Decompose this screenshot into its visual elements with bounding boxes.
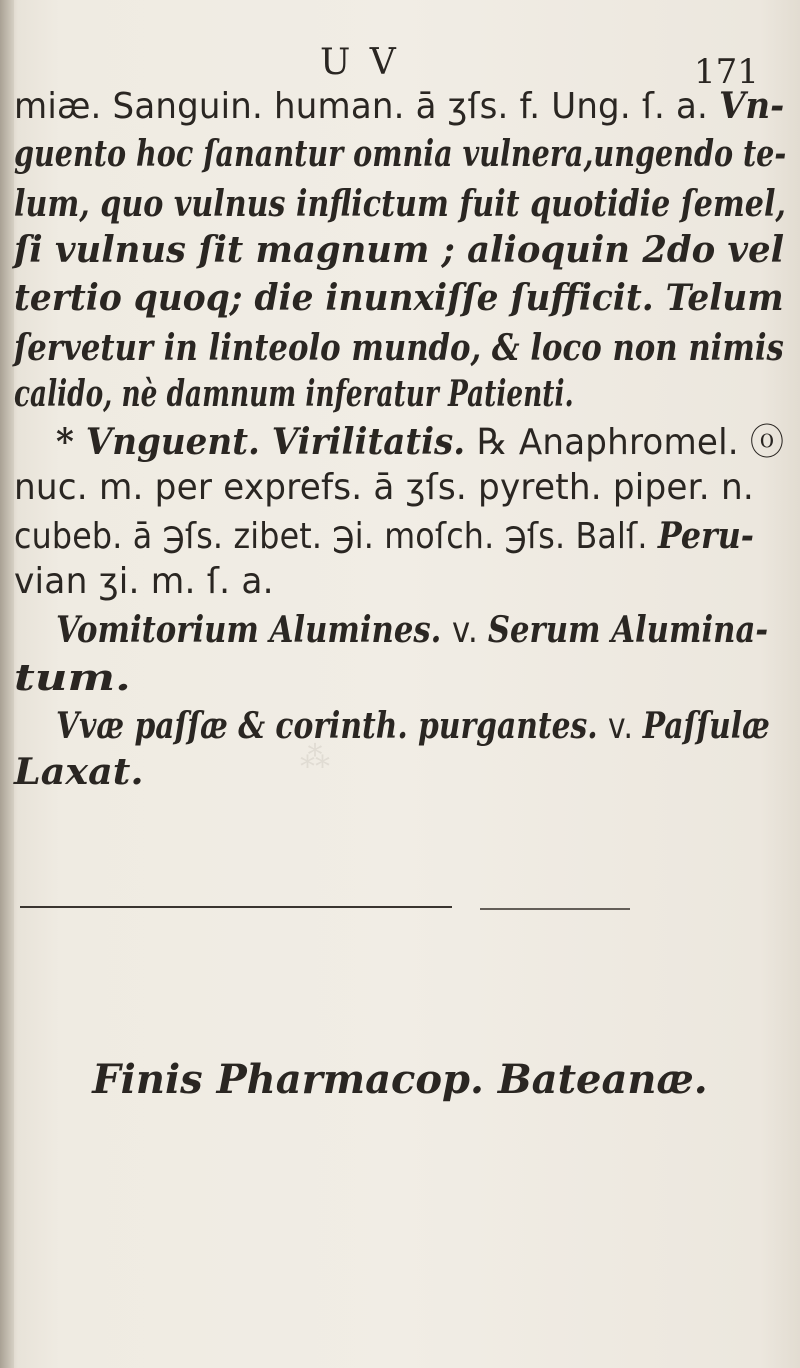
- text-segment: v.: [608, 706, 643, 747]
- text-segment: Serum Alumina-: [487, 609, 769, 651]
- text-segment: cubeb. ā ℈ſs. zibet. ℈i. moſch. ℈ſs. Balſ.: [14, 516, 658, 557]
- text-line-1: [14, 85, 785, 127]
- text-segment: Vomitorium Alumines.: [56, 609, 453, 651]
- text-segment: miæ. Sanguin. human. ā ʒſs. f. Ung. ſ. a.: [14, 86, 720, 127]
- running-header: U V: [320, 42, 400, 83]
- text-segment: Peru-: [657, 515, 754, 557]
- text-line-3: [14, 183, 786, 225]
- text-segment: nuc. m. per exprefs. ā ʒſs. pyreth. piper. n.: [14, 467, 754, 508]
- text-line-4: [14, 229, 785, 271]
- text-segment: Paſſulæ: [642, 705, 770, 747]
- text-segment: vian ʒi. m. ſ. a.: [14, 561, 274, 602]
- text-line-12: [56, 609, 769, 651]
- finis-line: Finis Pharmacop. Bateanæ.: [92, 1056, 708, 1103]
- text-line-14: [56, 705, 770, 747]
- text-segment: Vvæ paſſæ & corinth. purgantes.: [56, 705, 609, 747]
- text-line-13: [14, 657, 131, 699]
- text-segment: ſervetur in linteolo mundo, & loco non nimis: [14, 327, 784, 369]
- text-line-9: [14, 467, 754, 508]
- text-segment: Laxat.: [14, 751, 144, 793]
- text-line-10: [14, 515, 754, 557]
- text-line-2: [14, 133, 787, 175]
- text-segment: ſi vulnus ſit magnum ; alioquin 2do vel: [14, 229, 785, 271]
- text-segment: guento hoc ſanantur omnia vulnera,ungendo te-: [14, 133, 787, 175]
- divider-rule-left: [20, 906, 452, 908]
- page-number: 171: [694, 52, 759, 92]
- page-edge: [0, 0, 14, 1368]
- text-segment: ℞ Anaphromel. ⓞ: [477, 422, 785, 463]
- text-line-5: [14, 277, 784, 319]
- text-segment: * Vnguent. Virilitatis.: [56, 421, 478, 463]
- show-through-text: ⁂: [300, 740, 330, 775]
- text-line-7: [14, 373, 574, 415]
- divider-rule-right: [480, 908, 630, 910]
- text-segment: tertio quoq; die inunxiſſe ſufficit. Telum: [14, 277, 784, 319]
- text-segment: tum.: [14, 657, 131, 699]
- text-line-15: [14, 751, 144, 793]
- text-segment: lum, quo vulnus inflictum fuit quotidie ſemel,: [14, 183, 786, 225]
- text-segment: Vn-: [719, 85, 785, 127]
- text-line-6: [14, 327, 784, 369]
- text-segment: v.: [452, 610, 488, 651]
- text-line-8: [56, 421, 785, 463]
- text-segment: calido, nè damnum inferatur Patienti.: [14, 373, 574, 415]
- text-line-11: [14, 561, 274, 602]
